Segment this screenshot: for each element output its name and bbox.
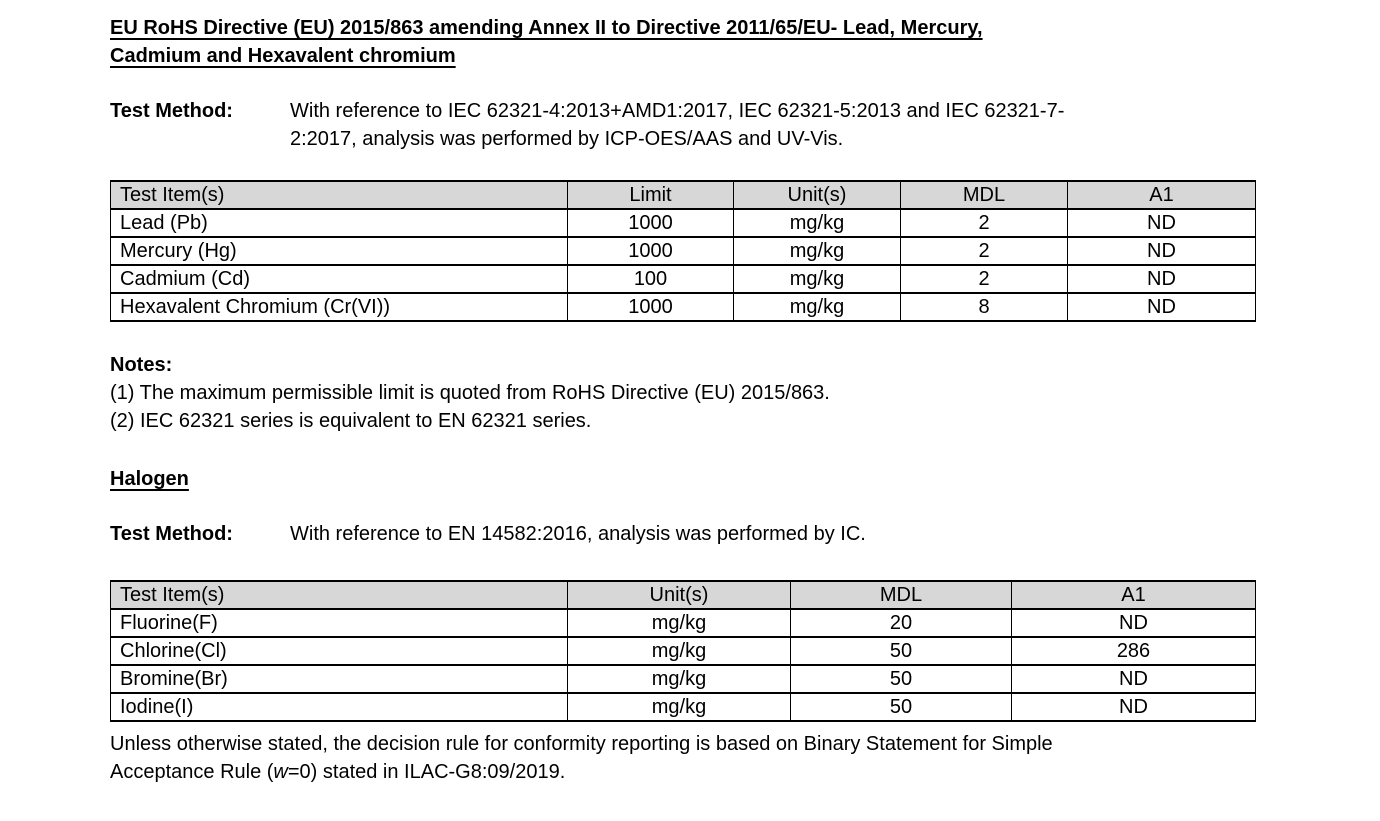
table-cell-unit: mg/kg <box>734 293 901 321</box>
table-cell-item: Hexavalent Chromium (Cr(VI)) <box>111 293 568 321</box>
table-cell-item: Mercury (Hg) <box>111 237 568 265</box>
table-row <box>111 265 1256 293</box>
halogen-section-title <box>110 465 1255 493</box>
header-cell-a1: A1 <box>1068 181 1256 209</box>
table-cell-mdl: 20 <box>791 609 1012 637</box>
rohs-test-method-label: Test Method: <box>110 100 233 122</box>
table-cell-result: 286 <box>1012 637 1256 665</box>
notes-block <box>110 351 1255 435</box>
table-cell-limit: 100 <box>568 265 734 293</box>
table-cell-unit: mg/kg <box>568 665 791 693</box>
table-cell-result: ND <box>1012 693 1256 721</box>
table-cell-unit: mg/kg <box>568 693 791 721</box>
rohs-section-title <box>110 14 1255 70</box>
table-row <box>111 637 1256 665</box>
table-cell-mdl: 50 <box>791 637 1012 665</box>
table-cell-unit: mg/kg <box>568 609 791 637</box>
halogen-test-method-text-line-1: With reference to EN 14582:2016, analysis was performed by IC. <box>290 523 866 545</box>
decision-rule-line-2 <box>110 758 1255 786</box>
table-cell-mdl: 2 <box>901 209 1068 237</box>
decision-rule-line-1: Unless otherwise stated, the decision rule for conformity reporting is based on Binary Statement for Simple <box>110 733 1053 755</box>
note-item-1: (1) The maximum permissible limit is quoted from RoHS Directive (EU) 2015/863. <box>110 382 830 404</box>
header-cell-units: Unit(s) <box>734 181 901 209</box>
table-cell-item: Iodine(I) <box>111 693 568 721</box>
decision-rule-line-2-post: =0) stated in ILAC-G8:09/2019. <box>287 761 566 783</box>
header-cell-limit: Limit <box>568 181 734 209</box>
table-cell-limit: 1000 <box>568 293 734 321</box>
header-cell-units: Unit(s) <box>568 581 791 609</box>
table-cell-mdl: 50 <box>791 693 1012 721</box>
table-row <box>111 237 1256 265</box>
notes-label: Notes: <box>110 354 173 376</box>
header-cell-mdl: MDL <box>791 581 1012 609</box>
table-cell-item: Bromine(Br) <box>111 665 568 693</box>
table-row <box>111 209 1256 237</box>
table-cell-mdl: 50 <box>791 665 1012 693</box>
rohs-test-method-text-line-1: With reference to IEC 62321-4:2013+AMD1:2017, IEC 62321-5:2013 and IEC 62321-7- <box>290 100 1065 122</box>
table-cell-mdl: 2 <box>901 237 1068 265</box>
rohs-test-method-text <box>290 97 1255 153</box>
decision-rule-statement <box>110 730 1255 786</box>
table-cell-result: ND <box>1012 665 1256 693</box>
halogen-test-method-text <box>290 520 1255 548</box>
table-header-row <box>111 581 1256 609</box>
rohs-results-table <box>110 180 1256 322</box>
rohs-section-title-line-2: Cadmium and Hexavalent chromium <box>110 45 456 67</box>
table-row <box>111 293 1256 321</box>
table-cell-mdl: 8 <box>901 293 1068 321</box>
table-row <box>111 693 1256 721</box>
table-header-row <box>111 181 1256 209</box>
table-cell-limit: 1000 <box>568 237 734 265</box>
table-row <box>111 665 1256 693</box>
table-cell-unit: mg/kg <box>734 209 901 237</box>
table-cell-unit: mg/kg <box>734 237 901 265</box>
halogen-test-method-label: Test Method: <box>110 523 233 545</box>
header-cell-a1: A1 <box>1012 581 1256 609</box>
rohs-test-method-row <box>110 97 1255 153</box>
rohs-test-method-text-line-2: 2:2017, analysis was performed by ICP-OES/AAS and UV-Vis. <box>290 128 844 150</box>
note-item-2: (2) IEC 62321 series is equivalent to EN 62321 series. <box>110 410 592 432</box>
table-cell-item: Cadmium (Cd) <box>111 265 568 293</box>
table-cell-mdl: 2 <box>901 265 1068 293</box>
table-cell-limit: 1000 <box>568 209 734 237</box>
halogen-results-table <box>110 580 1256 722</box>
table-cell-item: Chlorine(Cl) <box>111 637 568 665</box>
halogen-test-method-row <box>110 520 1255 548</box>
table-cell-unit: mg/kg <box>734 265 901 293</box>
table-cell-item: Fluorine(F) <box>111 609 568 637</box>
table-cell-result: ND <box>1068 237 1256 265</box>
table-cell-result: ND <box>1068 209 1256 237</box>
table-cell-result: ND <box>1012 609 1256 637</box>
header-cell-test-item: Test Item(s) <box>111 581 568 609</box>
halogen-section-title-text: Halogen <box>110 468 189 490</box>
table-row <box>111 609 1256 637</box>
table-cell-result: ND <box>1068 265 1256 293</box>
decision-rule-line-2-pre: Acceptance Rule ( <box>110 761 274 783</box>
table-cell-unit: mg/kg <box>568 637 791 665</box>
table-cell-item: Lead (Pb) <box>111 209 568 237</box>
header-cell-mdl: MDL <box>901 181 1068 209</box>
rohs-section-title-line-1: EU RoHS Directive (EU) 2015/863 amending Annex II to Directive 2011/65/EU- Lead, Mercury, <box>110 17 983 39</box>
report-content <box>110 14 1255 786</box>
header-cell-test-item: Test Item(s) <box>111 181 568 209</box>
w-variable: w <box>273 761 288 783</box>
table-cell-result: ND <box>1068 293 1256 321</box>
